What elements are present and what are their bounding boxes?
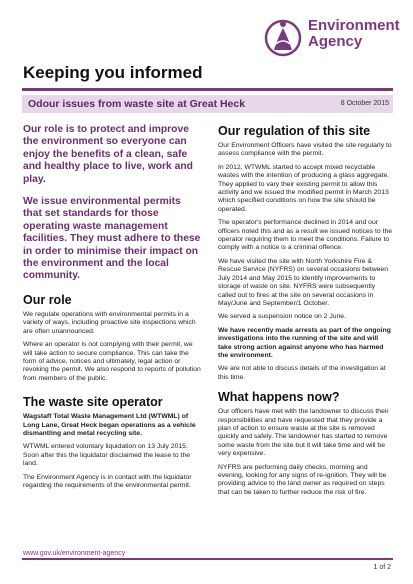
next-paragraph-1: Our officers have met with the landowner to discuss their responsibilities and have requested that they provide a plan of action to ensure waste at the site is removed quickly and safely. The landowner has started to remove some waste from the site but it will take time and will be very expensive. [218,408,389,458]
logo-line-2: Agency [308,33,363,50]
regulation-paragraph-5: We served a suspension notice on 2 June. [218,313,346,321]
section-waste-site-operator [23,395,201,490]
section-our-role [23,293,201,383]
intro-lead-2: We issue environmental permits that set standards for those operating waste management facilities. They must adhere to these in order to minimise their impact on the environment and the local community. [23,196,201,282]
page-title: Keeping you informed [23,63,203,82]
section-regulation [218,124,393,382]
logo-line-1: Environment [308,17,400,34]
role-paragraph-1: We regulate operations with environmental permits in a variety of ways, including proactive site inspections which are often unannounced. [23,310,196,335]
environment-agency-logo-icon [264,16,302,62]
heading-waste-site-operator: The waste site operator [23,395,163,410]
operator-paragraph-3: The Environment Agency is in contact with the liquidator regarding the requirements of the environmental permit. [23,473,192,489]
right-column [218,124,393,502]
regulation-paragraph-7: We are not able to discuss details of the investigation at this time. [218,365,386,381]
page-subtitle: Odour issues from waste site at Great Heck [28,98,246,110]
regulation-paragraph-3: The operator's performance declined in 2014 and our officers noted this and as a result we issued notices to the operator requiring them to meet the conditions. Failure to comply with a notice is a criminal offence. [218,219,393,252]
operator-paragraph-1: Wagstaff Total Waste Management Ltd (WTWML) of Long Lane, Great Heck began operations as a vehicle dismantling and metal recycling site. [23,413,196,437]
next-paragraph-2: NYFRS are performing daily checks, morning and evening, looking for any signs of re-ignition. They will be providing advice to the land owner as required on steps that can be taken to further reduce the risk of fire. [218,463,387,496]
footer-rule [22,558,393,560]
regulation-paragraph-4: We have visited the site with North Yorkshire Fire & Rescue Service (NYFRS) on several occasions between July 2014 and May 2015 to identify improvements to storage of waste on site. NYFRS were subsequently called out to fires at the site on several occasions in May/June and September/1 October. [218,257,388,307]
regulation-paragraph-6: We have recently made arrests as part of the ongoing investigations into the running of the site and will take strong action against anyone who has harmed the environment. [218,326,391,359]
regulation-paragraph-1: Our Environment Officers have visited the site regularly to assess compliance with the permit. [218,142,392,158]
heading-regulation: Our regulation of this site [218,124,371,138]
role-paragraph-2: Where an operator is not complying with their permit, we will take action to secure compliance. This can take the form of advice, notices and ultimately, legal action or revoking the permit. We also respond to reports of pollution from members of the public. [23,341,201,382]
footer-website-link[interactable]: www.gov.uk/environment-agency [23,550,126,557]
heading-our-role: Our role [23,292,72,307]
operator-paragraph-2: WTWML entered voluntary liquidation on 13 July 2015. Soon after this the liquidator disclaimed the lease to the land. [23,443,191,468]
logo-wordmark [308,18,400,50]
heading-what-happens-now: What happens now? [218,390,340,405]
section-what-happens-now [218,390,393,497]
intro-lead-1: Our role is to protect and improve the environment so everyone can enjoy the benefits of a clean, safe and healthy place to live, work and play. [23,124,193,185]
publication-date: 8 October 2015 [340,100,389,107]
regulation-paragraph-2: In 2012, WTWML started to accept mixed recyclable wastes with the intention of producing a glass aggregate. They applied to vary their existing permit to allow this activity and we issued the modified permit in March 2013 which specified conditions on how the site should be operated. [218,163,390,213]
page-number: 1 of 2 [373,564,391,571]
left-column [23,124,201,495]
title-rule [22,88,393,91]
